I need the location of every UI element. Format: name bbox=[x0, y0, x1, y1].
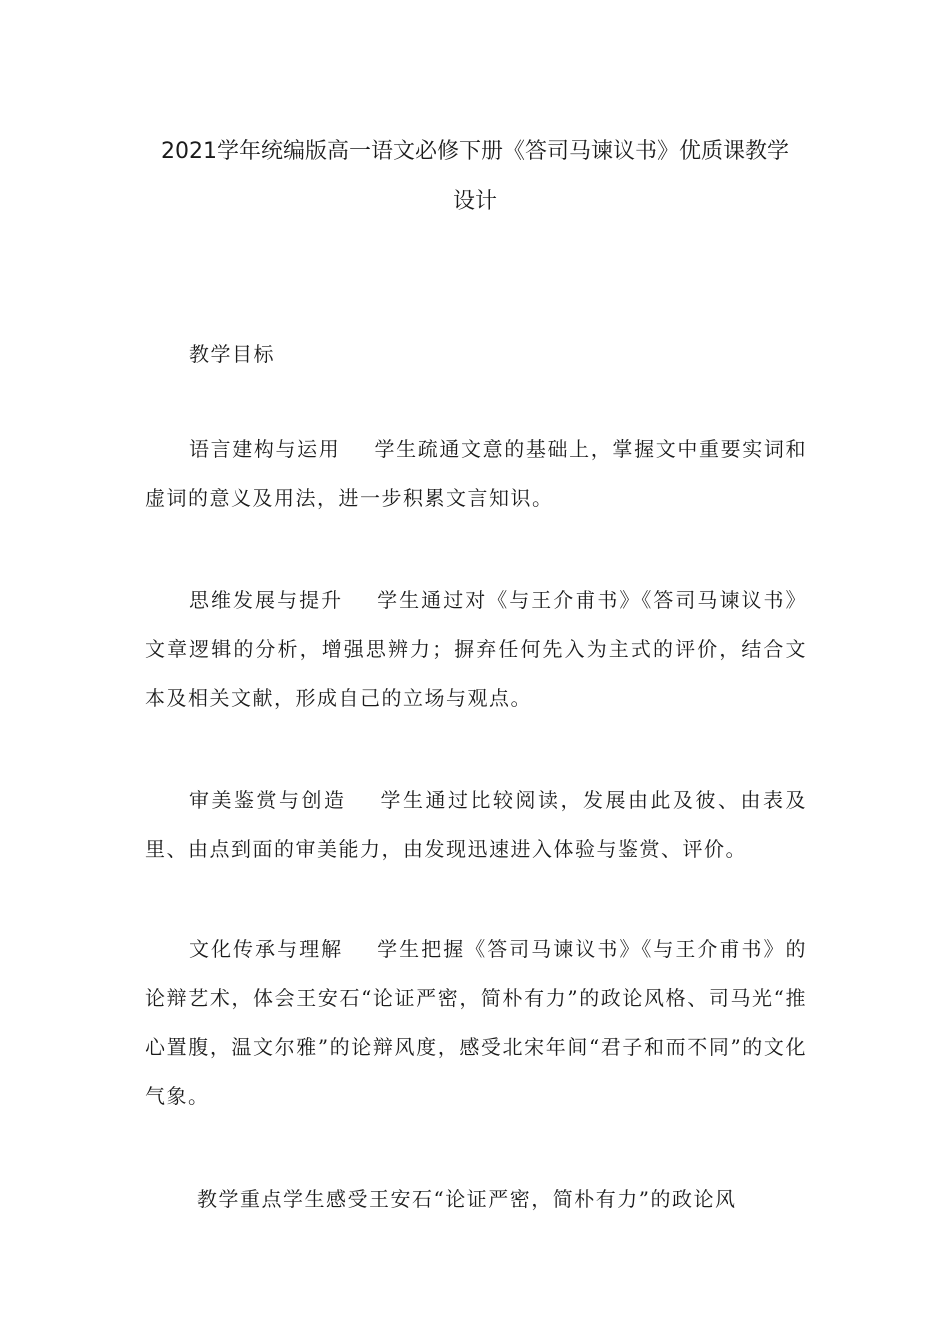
section-heading-teaching-goals: 教学目标 bbox=[189, 342, 275, 366]
goal-aesthetic-appreciation bbox=[145, 776, 807, 874]
goal-label: 语言建构与运用 bbox=[189, 437, 341, 461]
goal-text: 学生通过比较阅读，发展由此及彼、由表及里、由点到面的审美能力，由发现迅速进入体验与鉴赏、评价。 bbox=[145, 788, 807, 861]
teaching-key-point: 教学重点学生感受王安石“论证严密，简朴有力”的政论风 bbox=[197, 1187, 737, 1211]
goal-cultural-inheritance bbox=[145, 925, 807, 1121]
goal-text: 学生疏通文意的基础上，掌握文中重要实词和虚词的意义及用法，进一步积累文言知识。 bbox=[145, 437, 808, 510]
goal-label: 思维发展与提升 bbox=[189, 588, 344, 612]
goal-label: 文化传承与理解 bbox=[189, 937, 344, 961]
goal-text: 学生把握《答司马谏议书》《与王介甫书》的论辩艺术，体会王安石“论证严密，简朴有力”的政论风格、司马光“推心置腹，温文尔雅”的论辩风度，感受北宋年间“君子和而不同”的文化气象。 bbox=[145, 937, 808, 1108]
goal-language-construction bbox=[145, 425, 807, 523]
goal-thinking-development bbox=[145, 576, 807, 723]
document-title-line-1: 2021学年统编版高一语文必修下册《答司马谏议书》优质课教学 bbox=[161, 139, 789, 164]
document-title-line-2: 设计 bbox=[452, 189, 497, 214]
goal-label: 审美鉴赏与创造 bbox=[189, 788, 347, 812]
goal-text: 学生通过对《与王介甫书》《答司马谏议书》文章逻辑的分析，增强思辨力；摒弃任何先入为主式的评价，结合文本及相关文献，形成自己的立场与观点。 bbox=[145, 588, 808, 710]
